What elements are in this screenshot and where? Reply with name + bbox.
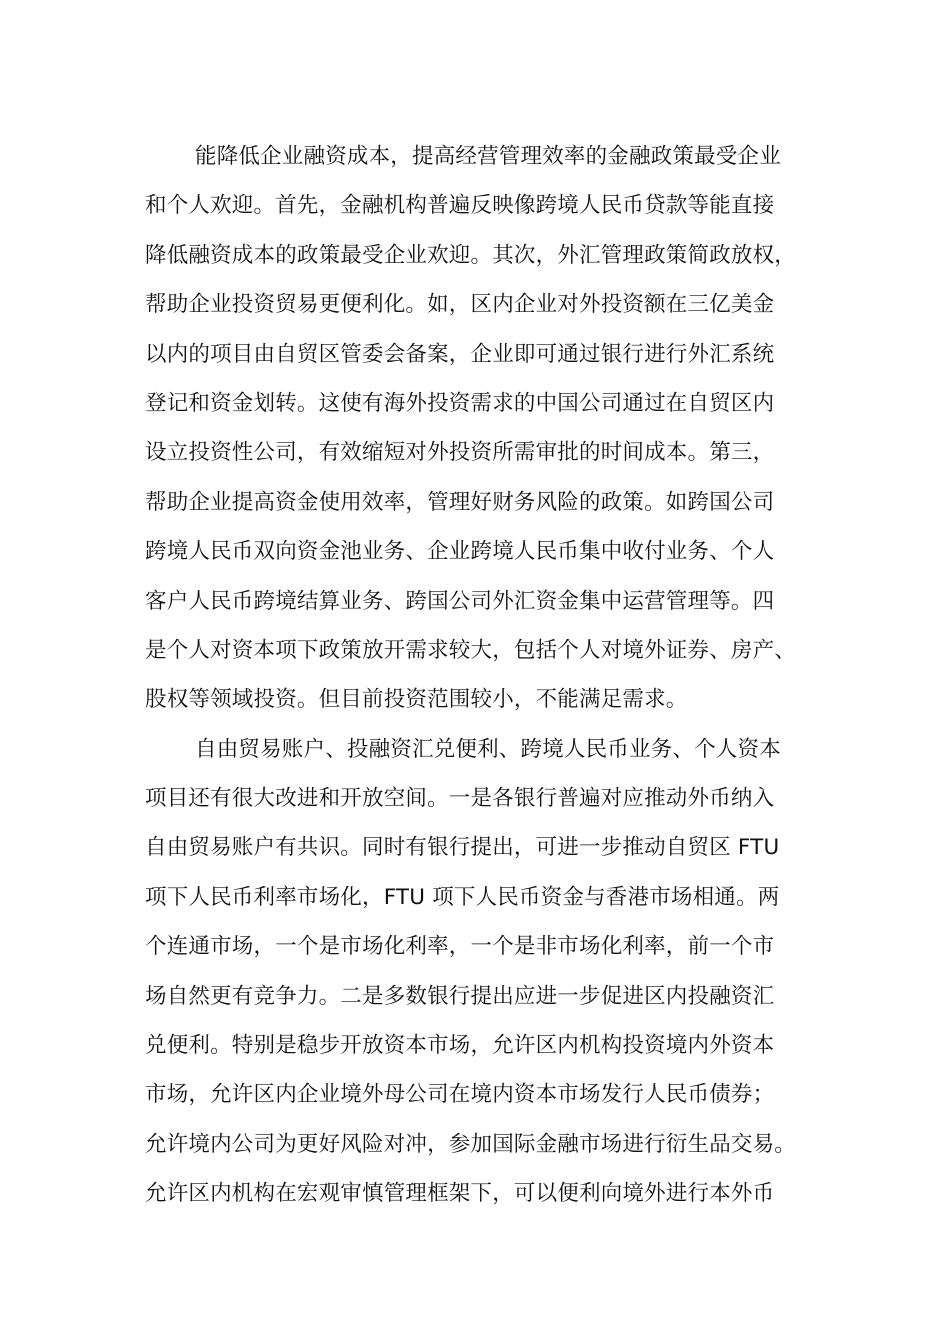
paragraph-2-line-1: 自由贸易账户、投融资汇兑便利、跨境人民币业务、个人资本 — [195, 736, 781, 762]
paragraph-1-line-5: 以内的项目由自贸区管委会备案，企业即可通过银行进行外汇系统 — [145, 341, 775, 367]
paragraph-2-line-4: 项下人民币利率市场化，FTU 项下人民币资金与香港市场相通。两 — [145, 884, 780, 910]
paragraph-2-line-7: 兑便利。特别是稳步开放资本市场，允许区内机构投资境内外资本 — [145, 1033, 775, 1059]
paragraph-1-line-8: 帮助企业提高资金使用效率，管理好财务风险的政策。如跨国公司 — [145, 489, 775, 515]
paragraph-2-line-2: 项目还有很大改进和开放空间。一是各银行普遍对应推动外币纳入 — [145, 786, 775, 812]
paragraph-2-line-8: 市场，允许区内企业境外母公司在境内资本市场发行人民币债券； — [145, 1082, 775, 1108]
paragraph-1-line-4: 帮助企业投资贸易更便利化。如，区内企业对外投资额在三亿美金 — [145, 292, 775, 318]
paragraph-1-line-1: 能降低企业融资成本，提高经营管理效率的金融政策最受企业 — [195, 144, 781, 169]
paragraph-2-line-6: 场自然更有竞争力。二是多数银行提出应进一步促进区内投融资汇 — [145, 983, 775, 1009]
body-text — [145, 132, 825, 1219]
paragraph-1-line-7: 设立投资性公司，有效缩短对外投资所需审批的时间成本。第三， — [145, 440, 775, 466]
paragraph-2-line-5: 个连通市场，一个是市场化利率，一个是非市场化利率，前一个市 — [145, 934, 775, 960]
paragraph-1-line-2: 和个人欢迎。首先，金融机构普遍反映像跨境人民币贷款等能直接 — [145, 193, 775, 219]
paragraph-1-line-6: 登记和资金划转。这使有海外投资需求的中国公司通过在自贸区内 — [145, 390, 775, 416]
paragraph-1-line-10: 客户人民币跨境结算业务、跨国公司外汇资金集中运营管理等。四 — [145, 588, 775, 614]
paragraph-2-line-10: 允许区内机构在宏观审慎管理框架下，可以便利向境外进行本外币 — [145, 1181, 775, 1207]
paragraph-1-line-11: 是个人对资本项下政策放开需求较大，包括个人对境外证券、房产、 — [145, 637, 797, 663]
paragraph-2-line-9: 允许境内公司为更好风险对冲，参加国际金融市场进行衍生品交易。 — [145, 1131, 797, 1157]
paragraph-1-line-12: 股权等领域投资。但目前投资范围较小，不能满足需求。 — [145, 687, 688, 713]
paragraph-1-line-3: 降低融资成本的政策最受企业欢迎。其次，外汇管理政策简政放权， — [145, 242, 797, 268]
paragraph-1-line-9: 跨境人民币双向资金池业务、企业跨境人民币集中收付业务、个人 — [145, 539, 775, 565]
paragraph-2-line-3: 自由贸易账户有共识。同时有银行提出，可进一步推动自贸区 FTU — [145, 835, 780, 861]
